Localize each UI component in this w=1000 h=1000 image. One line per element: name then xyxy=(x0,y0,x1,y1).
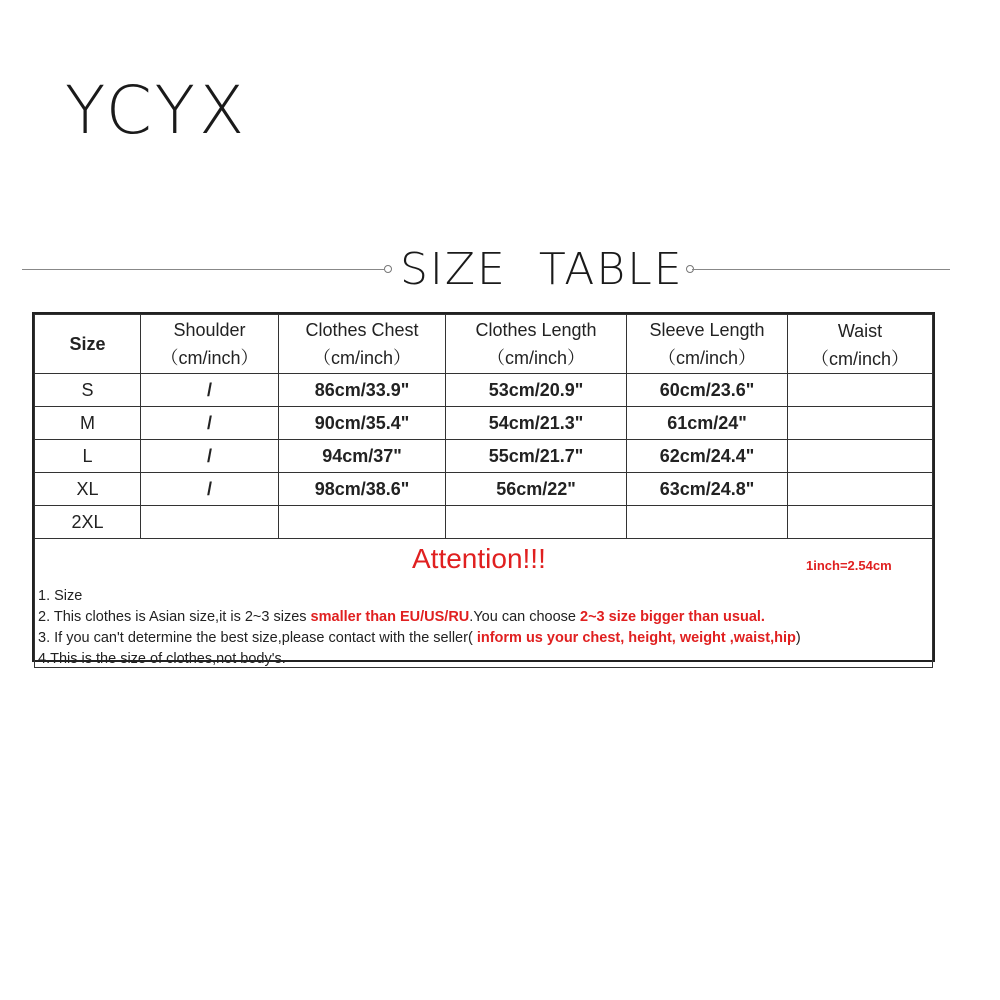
cell-chest: 98cm/38.6" xyxy=(279,473,446,506)
cell-waist xyxy=(788,374,933,407)
cell-length: 54cm/21.3" xyxy=(446,407,627,440)
cell-shoulder: / xyxy=(141,407,279,440)
cell-waist xyxy=(788,407,933,440)
notes-row xyxy=(35,539,933,668)
table-row xyxy=(35,440,933,473)
cell-length: 55cm/21.7" xyxy=(446,440,627,473)
notes-list xyxy=(38,586,801,670)
table-header-row xyxy=(35,315,933,374)
cell-shoulder: / xyxy=(141,440,279,473)
title-divider-right xyxy=(692,269,950,270)
header-size: Size xyxy=(35,315,141,374)
cell-sleeve: 63cm/24.8" xyxy=(627,473,788,506)
cell-length: 53cm/20.9" xyxy=(446,374,627,407)
header-waist: Waist （cm/inch） xyxy=(788,315,933,374)
header-chest: Clothes Chest （cm/inch） xyxy=(279,315,446,374)
title-dot-left xyxy=(384,265,392,273)
note-line-4: 4.This is the size of clothes,not body's. xyxy=(38,651,286,667)
cell-waist xyxy=(788,473,933,506)
table-row xyxy=(35,407,933,440)
cell-chest xyxy=(279,506,446,539)
cell-sleeve: 61cm/24" xyxy=(627,407,788,440)
cell-size: XL xyxy=(35,473,141,506)
size-table xyxy=(32,312,935,667)
cell-size: 2XL xyxy=(35,506,141,539)
cell-size: L xyxy=(35,440,141,473)
cell-length xyxy=(446,506,627,539)
size-table-title xyxy=(22,238,950,298)
cell-sleeve: 60cm/23.6" xyxy=(627,374,788,407)
cell-length: 56cm/22" xyxy=(446,473,627,506)
cell-sleeve xyxy=(627,506,788,539)
cell-shoulder: / xyxy=(141,374,279,407)
table-row xyxy=(35,473,933,506)
cell-sleeve: 62cm/24.4" xyxy=(627,440,788,473)
cell-chest: 86cm/33.9" xyxy=(279,374,446,407)
cell-size: M xyxy=(35,407,141,440)
cell-size: S xyxy=(35,374,141,407)
page-title: SIZE TABLE xyxy=(400,244,684,295)
cell-waist xyxy=(788,506,933,539)
note-line-1: 1. Size xyxy=(38,588,83,604)
cell-shoulder xyxy=(141,506,279,539)
header-shoulder: Shoulder （cm/inch） xyxy=(141,315,279,374)
table-row xyxy=(35,506,933,539)
brand-logo: YCYX xyxy=(65,72,249,149)
header-sleeve: Sleeve Length （cm/inch） xyxy=(627,315,788,374)
title-divider-left xyxy=(22,269,384,270)
cell-chest: 90cm/35.4" xyxy=(279,407,446,440)
note-line-3: 3. If you can't determine the best size,please contact with the seller( inform us your chest, height, weight ,waist,hip) xyxy=(38,630,801,646)
cell-waist xyxy=(788,440,933,473)
note-line-2: 2. This clothes is Asian size,it is 2~3 sizes smaller than EU/US/RU.You can choose 2~3 size bigger than usual. xyxy=(38,609,765,625)
notes-cell xyxy=(35,539,933,668)
attention-heading: Attention!!! xyxy=(412,543,546,574)
inch-conversion: 1inch=2.54cm xyxy=(806,558,892,573)
cell-chest: 94cm/37" xyxy=(279,440,446,473)
cell-shoulder: / xyxy=(141,473,279,506)
table-row xyxy=(35,374,933,407)
header-length: Clothes Length （cm/inch） xyxy=(446,315,627,374)
